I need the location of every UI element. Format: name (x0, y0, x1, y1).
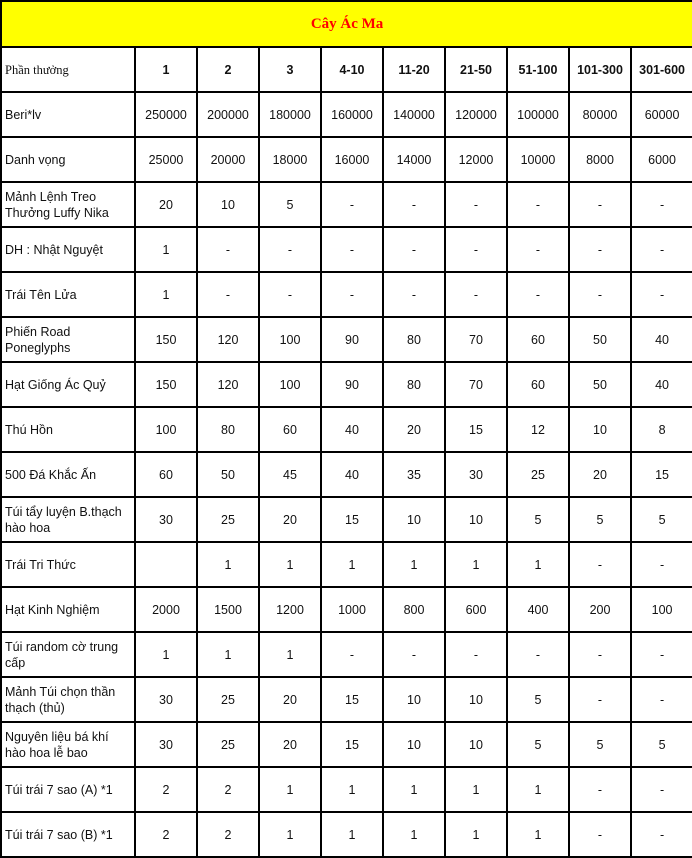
reward-amount-cell: 1 (321, 542, 383, 587)
reward-amount-cell: 15 (321, 497, 383, 542)
header-label: Phần thưởng (1, 47, 135, 92)
reward-amount-cell: - (383, 227, 445, 272)
reward-amount-cell: 100 (259, 362, 321, 407)
reward-item-label: Nguyên liệu bá khí hào hoa lễ bao (1, 722, 135, 767)
reward-amount-cell: 5 (507, 677, 569, 722)
reward-amount-cell: - (321, 272, 383, 317)
reward-amount-cell: 20 (259, 677, 321, 722)
reward-amount-cell: 1 (507, 767, 569, 812)
reward-amount-cell: 2 (135, 812, 197, 857)
reward-amount-cell: 1500 (197, 587, 259, 632)
reward-amount-cell: 70 (445, 317, 507, 362)
reward-amount-cell: 1 (197, 632, 259, 677)
table-row (1, 812, 692, 857)
reward-item-label: DH : Nhật Nguyệt (1, 227, 135, 272)
reward-amount-cell: 60 (259, 407, 321, 452)
reward-amount-cell: 2000 (135, 587, 197, 632)
reward-item-label: Beri*lv (1, 92, 135, 137)
rank-header: 4-10 (321, 47, 383, 92)
table-row (1, 677, 692, 722)
table-row (1, 92, 692, 137)
reward-amount-cell: 5 (507, 497, 569, 542)
reward-amount-cell: 180000 (259, 92, 321, 137)
table-row (1, 452, 692, 497)
reward-amount-cell: - (321, 182, 383, 227)
reward-amount-cell: 20 (569, 452, 631, 497)
reward-amount-cell: - (321, 632, 383, 677)
reward-amount-cell: 1000 (321, 587, 383, 632)
reward-amount-cell: - (569, 542, 631, 587)
reward-amount-cell: 18000 (259, 137, 321, 182)
reward-amount-cell: 25 (197, 677, 259, 722)
reward-amount-cell: 80 (383, 317, 445, 362)
reward-amount-cell: 1 (135, 227, 197, 272)
reward-amount-cell: 30 (445, 452, 507, 497)
reward-amount-cell: 1 (507, 812, 569, 857)
reward-amount-cell: - (631, 542, 692, 587)
reward-amount-cell: 40 (321, 452, 383, 497)
reward-amount-cell: 5 (569, 722, 631, 767)
reward-item-label: Danh vọng (1, 137, 135, 182)
reward-amount-cell: 50 (569, 362, 631, 407)
reward-amount-cell: - (569, 272, 631, 317)
reward-amount-cell: 250000 (135, 92, 197, 137)
reward-amount-cell: 5 (631, 722, 692, 767)
reward-amount-cell: - (569, 632, 631, 677)
reward-amount-cell: 60000 (631, 92, 692, 137)
reward-amount-cell: 100 (259, 317, 321, 362)
reward-amount-cell: 1 (259, 767, 321, 812)
reward-amount-cell: 25 (507, 452, 569, 497)
reward-amount-cell: - (631, 677, 692, 722)
reward-amount-cell: 45 (259, 452, 321, 497)
reward-amount-cell: 1 (445, 767, 507, 812)
reward-amount-cell: 90 (321, 317, 383, 362)
reward-amount-cell: - (631, 632, 692, 677)
reward-amount-cell: 50 (569, 317, 631, 362)
reward-amount-cell: - (569, 677, 631, 722)
reward-amount-cell: 1 (321, 812, 383, 857)
reward-amount-cell: - (569, 182, 631, 227)
reward-amount-cell: 30 (135, 677, 197, 722)
reward-amount-cell: 50 (197, 452, 259, 497)
reward-amount-cell: 90 (321, 362, 383, 407)
reward-amount-cell: 10 (445, 722, 507, 767)
reward-amount-cell: 80000 (569, 92, 631, 137)
reward-item-label: Thú Hồn (1, 407, 135, 452)
reward-amount-cell: 140000 (383, 92, 445, 137)
reward-amount-cell: 200000 (197, 92, 259, 137)
reward-amount-cell: 20000 (197, 137, 259, 182)
reward-amount-cell: - (569, 812, 631, 857)
reward-amount-cell: - (197, 272, 259, 317)
reward-item-label: Hạt Kinh Nghiệm (1, 587, 135, 632)
reward-amount-cell: - (383, 272, 445, 317)
reward-amount-cell: 10 (445, 677, 507, 722)
reward-amount-cell: 1 (383, 542, 445, 587)
reward-amount-cell: - (259, 272, 321, 317)
reward-amount-cell: 20 (383, 407, 445, 452)
reward-item-label: Trái Tri Thức (1, 542, 135, 587)
reward-amount-cell: 1 (259, 542, 321, 587)
reward-amount-cell: 100 (631, 587, 692, 632)
reward-amount-cell: 15 (321, 677, 383, 722)
reward-amount-cell: 6000 (631, 137, 692, 182)
reward-amount-cell: - (631, 767, 692, 812)
reward-amount-cell: - (507, 272, 569, 317)
reward-amount-cell: 120 (197, 362, 259, 407)
rank-header: 2 (197, 47, 259, 92)
reward-amount-cell: 70 (445, 362, 507, 407)
reward-amount-cell: 20 (259, 497, 321, 542)
reward-amount-cell: 120000 (445, 92, 507, 137)
reward-amount-cell: 15 (631, 452, 692, 497)
reward-amount-cell: 10 (569, 407, 631, 452)
reward-amount-cell: 1 (383, 767, 445, 812)
table-row (1, 317, 692, 362)
reward-amount-cell: - (321, 227, 383, 272)
reward-amount-cell: 80 (383, 362, 445, 407)
reward-amount-cell: 5 (631, 497, 692, 542)
reward-amount-cell: 150 (135, 317, 197, 362)
header-row (1, 47, 692, 92)
rank-header: 1 (135, 47, 197, 92)
reward-amount-cell: 10 (197, 182, 259, 227)
reward-amount-cell: 30 (135, 497, 197, 542)
reward-amount-cell: - (445, 227, 507, 272)
reward-item-label: Túi trái 7 sao (B) *1 (1, 812, 135, 857)
reward-amount-cell (135, 542, 197, 587)
reward-amount-cell: 10 (445, 497, 507, 542)
reward-amount-cell: - (631, 812, 692, 857)
reward-amount-cell: 10000 (507, 137, 569, 182)
reward-amount-cell: 10 (383, 722, 445, 767)
table-row (1, 587, 692, 632)
reward-amount-cell: 30 (135, 722, 197, 767)
rank-header: 301-600 (631, 47, 692, 92)
reward-amount-cell: 60 (135, 452, 197, 497)
reward-amount-cell: 40 (631, 317, 692, 362)
reward-amount-cell: - (383, 632, 445, 677)
reward-amount-cell: 100000 (507, 92, 569, 137)
rank-header: 11-20 (383, 47, 445, 92)
reward-item-label: Hạt Giống Ác Quỷ (1, 362, 135, 407)
reward-amount-cell: 60 (507, 317, 569, 362)
reward-amount-cell: 2 (197, 767, 259, 812)
table-row (1, 227, 692, 272)
reward-amount-cell: 150 (135, 362, 197, 407)
reward-amount-cell: 8 (631, 407, 692, 452)
title-row (1, 1, 692, 47)
reward-amount-cell: - (507, 182, 569, 227)
reward-amount-cell: 400 (507, 587, 569, 632)
reward-amount-cell: 120 (197, 317, 259, 362)
reward-amount-cell: - (631, 182, 692, 227)
reward-amount-cell: 20 (135, 182, 197, 227)
reward-amount-cell: 1 (445, 542, 507, 587)
reward-item-label: 500 Đá Khắc Ấn (1, 452, 135, 497)
reward-amount-cell: - (507, 632, 569, 677)
table-row (1, 362, 692, 407)
reward-amount-cell: 40 (631, 362, 692, 407)
reward-amount-cell: 1 (197, 542, 259, 587)
rank-header: 101-300 (569, 47, 631, 92)
reward-amount-cell: - (631, 227, 692, 272)
rank-header: 51-100 (507, 47, 569, 92)
reward-amount-cell: 100 (135, 407, 197, 452)
table-row (1, 542, 692, 587)
reward-amount-cell: 25 (197, 497, 259, 542)
reward-amount-cell: 15 (445, 407, 507, 452)
reward-item-label: Túi tẩy luyện B.thạch hào hoa (1, 497, 135, 542)
reward-amount-cell: 1 (321, 767, 383, 812)
table-row (1, 497, 692, 542)
reward-amount-cell: 1 (507, 542, 569, 587)
table-row (1, 407, 692, 452)
reward-amount-cell: 1 (259, 632, 321, 677)
reward-amount-cell: 20 (259, 722, 321, 767)
reward-amount-cell: 16000 (321, 137, 383, 182)
reward-amount-cell: - (383, 182, 445, 227)
reward-amount-cell: - (259, 227, 321, 272)
reward-amount-cell: - (445, 272, 507, 317)
reward-item-label: Mảnh Lệnh Treo Thưởng Luffy Nika (1, 182, 135, 227)
reward-item-label: Phiến Road Poneglyphs (1, 317, 135, 362)
reward-amount-cell: 160000 (321, 92, 383, 137)
reward-amount-cell: 14000 (383, 137, 445, 182)
reward-amount-cell: 1 (135, 272, 197, 317)
reward-amount-cell: 40 (321, 407, 383, 452)
reward-amount-cell: 1 (135, 632, 197, 677)
reward-amount-cell: 200 (569, 587, 631, 632)
table-row (1, 137, 692, 182)
reward-amount-cell: 5 (569, 497, 631, 542)
reward-amount-cell: 80 (197, 407, 259, 452)
reward-amount-cell: 1 (259, 812, 321, 857)
reward-amount-cell: 25000 (135, 137, 197, 182)
reward-amount-cell: 2 (135, 767, 197, 812)
reward-amount-cell: 60 (507, 362, 569, 407)
table-row (1, 767, 692, 812)
reward-amount-cell: 1 (383, 812, 445, 857)
reward-amount-cell: 12000 (445, 137, 507, 182)
reward-item-label: Mảnh Túi chọn thần thạch (thủ) (1, 677, 135, 722)
table-row (1, 632, 692, 677)
reward-amount-cell: 1200 (259, 587, 321, 632)
table-row (1, 272, 692, 317)
rank-header: 21-50 (445, 47, 507, 92)
reward-item-label: Trái Tên Lửa (1, 272, 135, 317)
reward-amount-cell: 35 (383, 452, 445, 497)
reward-amount-cell: 10 (383, 497, 445, 542)
rank-header: 3 (259, 47, 321, 92)
reward-amount-cell: - (569, 227, 631, 272)
reward-item-label: Túi random cờ trung cấp (1, 632, 135, 677)
reward-amount-cell: - (197, 227, 259, 272)
reward-amount-cell: 1 (445, 812, 507, 857)
reward-amount-cell: - (631, 272, 692, 317)
reward-amount-cell: 2 (197, 812, 259, 857)
reward-amount-cell: 8000 (569, 137, 631, 182)
reward-amount-cell: 10 (383, 677, 445, 722)
reward-amount-cell: 600 (445, 587, 507, 632)
reward-amount-cell: 25 (197, 722, 259, 767)
reward-amount-cell: 5 (259, 182, 321, 227)
reward-amount-cell: - (569, 767, 631, 812)
reward-amount-cell: - (507, 227, 569, 272)
reward-amount-cell: - (445, 632, 507, 677)
table-row (1, 182, 692, 227)
reward-amount-cell: 800 (383, 587, 445, 632)
reward-amount-cell: 15 (321, 722, 383, 767)
reward-item-label: Túi trái 7 sao (A) *1 (1, 767, 135, 812)
table-title: Cây Ác Ma (1, 1, 692, 47)
table-row (1, 722, 692, 767)
reward-amount-cell: - (445, 182, 507, 227)
reward-amount-cell: 12 (507, 407, 569, 452)
reward-amount-cell: 5 (507, 722, 569, 767)
